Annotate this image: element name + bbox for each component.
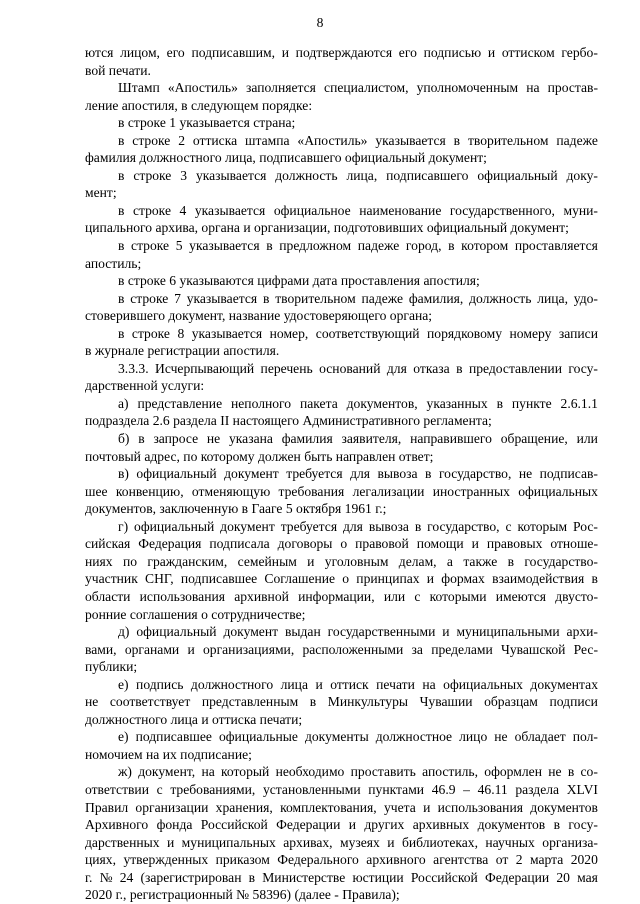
text-line: Штамп «Апостиль» заполняется специалистом, уполномоченным на простав- bbox=[118, 80, 598, 96]
text-line: е) подписавшее официальные документы должностное лицо не обладает пол- bbox=[118, 729, 598, 745]
text-line: г) официальный документ требуется для вывоза в государство, с которым Рос- bbox=[118, 518, 598, 534]
text-line: дарственных и муниципальных архивах, музеях и библиотеках, научных организа- bbox=[85, 834, 598, 850]
text-line: 2020 г., регистрационный № 58396) (далее - Правила); bbox=[85, 887, 400, 903]
text-line: г. № 24 (зарегистрирован в Министерстве юстиции Российской Федерации 20 мая bbox=[85, 869, 598, 885]
text-line: должностного лица и оттиска печати; bbox=[85, 711, 303, 727]
text-line: ление апостиля, в следующем порядке: bbox=[85, 97, 313, 113]
text-line: 3.3.3. Исчерпывающий перечень оснований для отказа в предоставлении госу- bbox=[118, 360, 598, 376]
text-line: подраздела 2.6 раздела II настоящего Административного регламента; bbox=[85, 413, 492, 429]
text-line: б) в запросе не указана фамилия заявителя, направившего обращение, или bbox=[118, 431, 598, 447]
text-line: документов, заключенную в Гааге 5 октября 1961 г.; bbox=[85, 501, 387, 517]
text-line: номочием на их подписание; bbox=[85, 746, 252, 762]
text-line: в строке 2 оттиска штампа «Апостиль» указывается в творительном падеже bbox=[118, 132, 598, 148]
text-line: участник СНГ, подписавшее Соглашение о принципах и формах взаимодействия в bbox=[85, 571, 598, 587]
text-line: д) официальный документ выдан государственными и муниципальными архи- bbox=[118, 624, 598, 640]
text-line: шее конвенцию, отменяющую требования легализации иностранных официальных bbox=[85, 483, 598, 499]
text-line: в строке 4 указывается официальное наименование государственного, муни- bbox=[118, 202, 598, 218]
text-line: в строке 8 указывается номер, соответствующий порядковому номеру записи bbox=[118, 325, 598, 341]
text-line: в строке 3 указывается должность лица, подписавшего официальный доку- bbox=[118, 167, 598, 183]
text-line: мент; bbox=[85, 185, 117, 201]
text-line: в строке 1 указывается страна; bbox=[118, 115, 296, 131]
text-line: не соответствует представленным в Минкультуры Чувашии образцам подписи bbox=[85, 694, 598, 710]
body-text bbox=[85, 44, 598, 904]
text-line: е) подпись должностного лица и оттиск печати на официальных документах bbox=[118, 676, 598, 692]
text-line: почтовый адрес, по которому должен быть направлен ответ; bbox=[85, 448, 434, 464]
text-line: вой печати. bbox=[85, 62, 151, 78]
text-line: Архивного фонда Российской Федерации и других архивных документов в госу- bbox=[85, 817, 598, 833]
text-line: сийская Федерация подписала договоры о правовой помощи и правовых отноше- bbox=[85, 536, 598, 552]
text-line: в строке 5 указывается в предложном падеже город, в котором проставляется bbox=[118, 238, 598, 254]
text-line: ж) документ, на который необходимо проставить апостиль, оформлен не в со- bbox=[118, 764, 598, 780]
text-line: Правил организации хранения, комплектования, учета и использования документов bbox=[85, 799, 598, 815]
page-number: 8 bbox=[316, 15, 324, 30]
text-line: в) официальный документ требуется для вывоза в государство, не подписав- bbox=[118, 466, 598, 482]
text-line: ниях по гражданским, семейным и уголовным делам, а также в государство- bbox=[85, 553, 598, 569]
text-line: в журнале регистрации апостиля. bbox=[85, 343, 280, 359]
text-line: ципального архива, органа и организации, подготовивших официальный документ; bbox=[85, 220, 569, 236]
text-line: области использования архивной информации, или с которыми имеются двусто- bbox=[85, 588, 598, 604]
text-line: ответствии с требованиями, установленными пунктами 46.9 – 46.11 раздела XLVI bbox=[85, 781, 598, 797]
text-line: в строке 7 указывается в творительном падеже фамилия, должность лица, удо- bbox=[118, 290, 598, 306]
text-line: а) представление неполного пакета документов, указанных в пункте 2.6.1.1 bbox=[118, 395, 598, 411]
text-line: ронние соглашения о сотрудничестве; bbox=[85, 606, 306, 622]
text-line: стоверившего документ, название удостоверяющего органа; bbox=[85, 308, 433, 324]
text-line: вами, органами и организациями, расположенными за пределами Чувашской Рес- bbox=[85, 641, 598, 657]
text-line: в строке 6 указываются цифрами дата проставления апостиля; bbox=[118, 273, 480, 289]
text-line: циях, утвержденных приказом Федерального архивного агентства от 2 марта 2020 bbox=[85, 852, 598, 868]
text-line: ются лицом, его подписавшим, и подтверждаются его подписью и оттиском гербо- bbox=[85, 45, 598, 60]
text-line: апостиль; bbox=[85, 255, 142, 271]
text-line: фамилия должностного лица, подписавшего официальный документ; bbox=[85, 150, 487, 166]
text-line: дарственной услуги: bbox=[85, 378, 205, 394]
text-line: публики; bbox=[85, 659, 138, 675]
